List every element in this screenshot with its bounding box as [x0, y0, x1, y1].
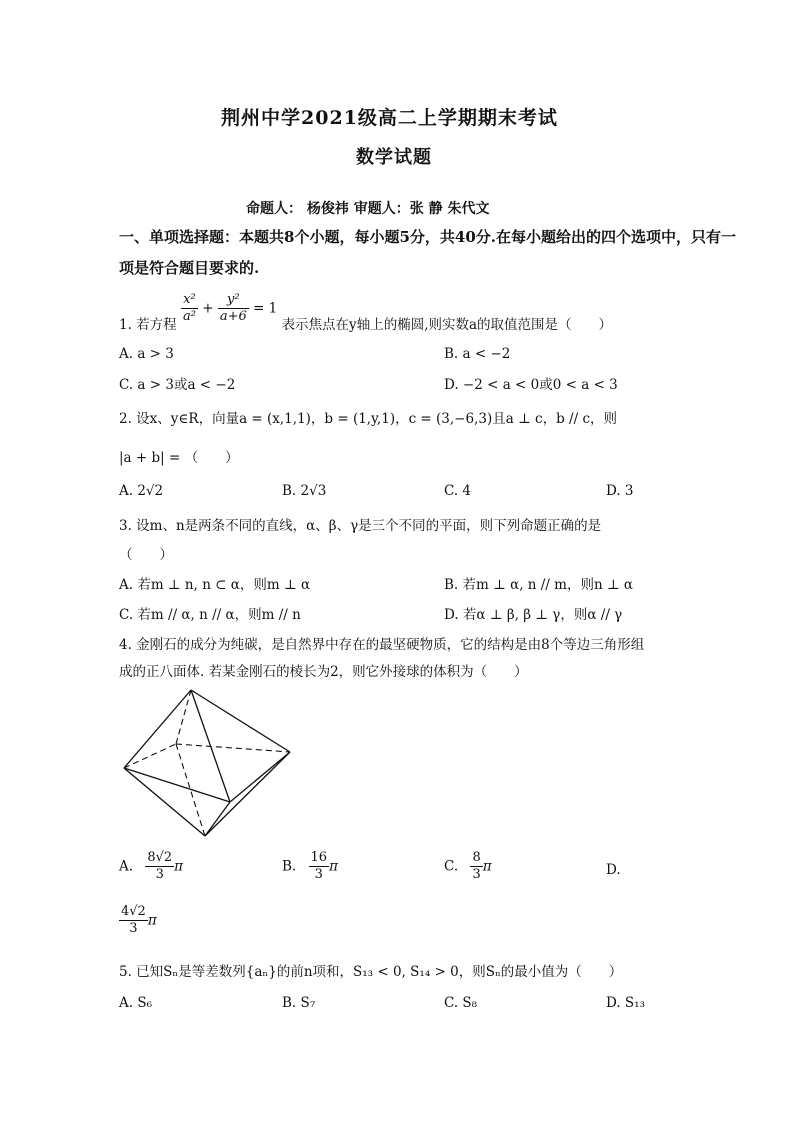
exam-title: 荆州中学2021级高二上学期期末考试 — [221, 107, 558, 129]
q2-stem-line2: |a + b| = （ ） — [119, 450, 239, 466]
q4-c-pi: π — [482, 858, 492, 875]
q1-option-c: C. a > 3或a < −2 — [119, 377, 236, 393]
q4-d-pi: π — [147, 912, 157, 929]
q4-b-label: B. — [282, 858, 297, 875]
q1-prefix: 1. 若方程 — [119, 316, 177, 333]
q3-stem-line2: （ ） — [119, 547, 173, 563]
q5-stem: 5. 已知Sₙ是等差数列{aₙ}的前n项和，S₁₃ < 0, S₁₄ > 0，则Sₙ的最小值为（ ） — [119, 964, 623, 980]
q1-option-d: D. −2 < a < 0或0 < a < 3 — [444, 377, 618, 393]
q4-b-denominator: 3 — [314, 867, 323, 882]
q2-option-a: A. 2√2 — [119, 483, 164, 499]
q4-option-d — [119, 904, 157, 937]
q4-option-b — [282, 850, 338, 883]
q1-option-a: A. a > 3 — [119, 346, 174, 362]
edge-top-left — [124, 690, 191, 768]
q2-stem-line1: 2. 设x、y∈R，向量a = (x,1,1)，b = (1,y,1)，c = (3,−6,3)且a ⊥ c，b // c，则 — [119, 411, 618, 427]
q4-a-pi: π — [174, 858, 184, 875]
q2-option-b: B. 2√3 — [282, 483, 327, 499]
edge-front-right — [230, 752, 290, 802]
q4-b-pi: π — [329, 858, 338, 875]
q5-option-c: C. S₈ — [444, 995, 478, 1011]
q1-option-b: B. a < −2 — [444, 346, 511, 362]
q4-b-numerator: 16 — [310, 850, 328, 865]
q4-stem-line2: 成的正八面体. 若某金刚石的棱长为2，则它外接球的体积为（ ） — [119, 664, 528, 680]
edge-bottom-left — [124, 768, 205, 836]
q4-d-numerator: 4√2 — [121, 904, 146, 919]
q5-option-a: A. S₆ — [119, 995, 152, 1011]
q4-c-fraction — [470, 850, 482, 883]
q3-stem-line1: 3. 设m、n是两条不同的直线，α、β、γ是三个不同的平面，则下列命题正确的是 — [119, 518, 602, 534]
q3-option-b: B. 若m ⊥ α, n // m，则n ⊥ α — [444, 577, 634, 593]
octahedron-figure — [118, 684, 298, 844]
question-1 — [119, 292, 613, 333]
q4-c-denominator: 3 — [472, 867, 481, 882]
q4-stem-line1: 4. 金刚石的成分为纯碳，是自然界中存在的最坚硬物质，它的结构是由8个等边三角形组 — [119, 637, 645, 653]
q4-d-denominator: 3 — [129, 921, 138, 936]
q4-d-fraction — [119, 904, 148, 937]
q4-option-d-label: D. — [606, 862, 621, 878]
q1-frac-x-den: a² — [182, 309, 196, 324]
q4-b-fraction — [309, 850, 330, 883]
q1-plus: + — [202, 300, 214, 317]
q4-a-label: A. — [119, 858, 134, 875]
q3-option-a: A. 若m ⊥ n, n ⊂ α，则m ⊥ α — [119, 577, 311, 593]
q4-a-denominator: 3 — [155, 867, 164, 882]
q1-frac-x-num: x² — [181, 292, 198, 309]
section-heading: 一、单项选择题：本题共8个小题，每小题5分，共40分.在每小题给出的四个选项中，只有一项是符合题目要求的. — [119, 228, 736, 277]
hidden-edge-back-right — [176, 744, 290, 752]
q1-frac-y-den: a+6 — [219, 309, 247, 324]
edge-bottom-right — [205, 752, 290, 836]
q4-c-numerator: 8 — [472, 850, 481, 865]
q1-suffix: 表示焦点在y轴上的椭圆,则实数a的取值范围是（ ） — [281, 316, 613, 333]
q1-frac-x — [181, 292, 198, 325]
q4-option-c — [444, 850, 492, 883]
edge-bottom-front — [205, 802, 230, 836]
q3-option-c: C. 若m // α, n // α，则m // n — [119, 607, 301, 623]
hidden-edge-left-back — [124, 744, 176, 768]
q1-eq: = 1 — [253, 300, 278, 317]
edge-left-front — [124, 768, 230, 802]
q2-option-c: C. 4 — [444, 483, 472, 499]
q4-a-fraction — [145, 850, 174, 883]
q2-option-d: D. 3 — [606, 483, 634, 499]
q4-a-numerator: 8√2 — [147, 850, 173, 865]
q4-option-a — [119, 850, 183, 883]
exam-subject: 数学试题 — [356, 147, 432, 168]
edge-top-right — [191, 690, 290, 752]
q1-frac-y-num: y² — [218, 292, 249, 309]
q3-option-d: D. 若α ⊥ β, β ⊥ γ，则α // γ — [444, 607, 623, 623]
q1-frac-y — [218, 292, 249, 325]
q5-option-d: D. S₁₃ — [606, 995, 645, 1011]
q5-option-b: B. S₇ — [282, 995, 316, 1011]
exam-authors: 命题人： 杨俊祎 审题人：张 静 朱代文 — [246, 201, 490, 217]
q4-c-label: C. — [444, 858, 459, 875]
